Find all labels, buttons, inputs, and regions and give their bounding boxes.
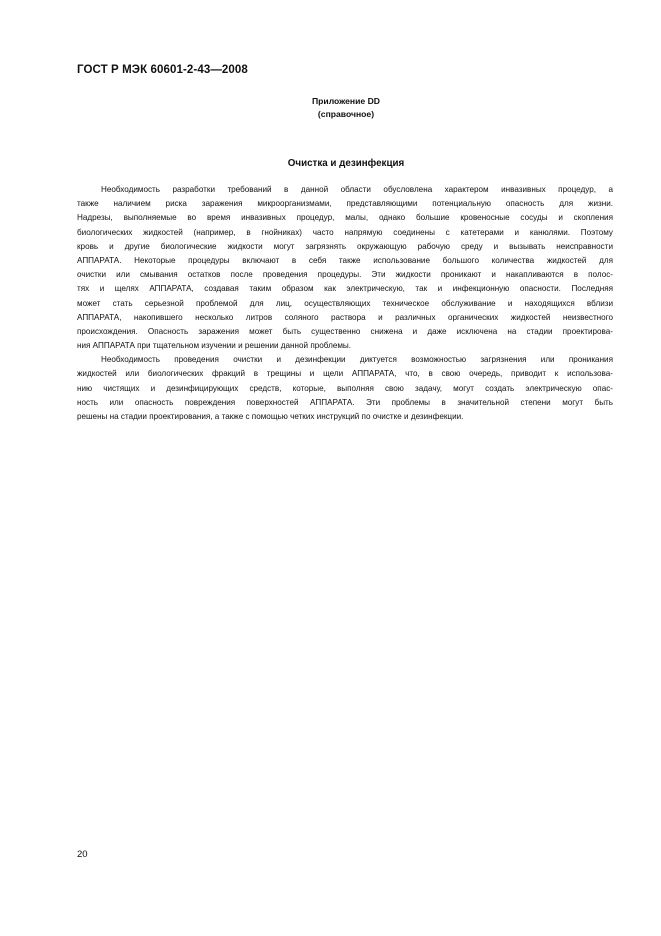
text-line: очистки или смывания остатков после проведения процедуры. Эти жидкости проникают и накапливаются в полос- bbox=[77, 270, 613, 280]
annex-subtitle: (справочное) bbox=[317, 109, 375, 119]
section-title: Очистка и дезинфекция bbox=[287, 158, 405, 169]
text-line: Необходимость проведения очистки и дезинфекции диктуется возможностью загрязнения или проникания bbox=[101, 355, 613, 365]
text-line: биологических жидкостей (например, в гнойниках) часто напрямую соединены с катетерами и канюлями. Поэтому bbox=[77, 227, 613, 237]
standard-code-header: ГОСТ Р МЭК 60601-2-43—2008 bbox=[77, 64, 248, 76]
text-line: решены на стадии проектирования, а также с помощью четких инструкций по очистке и дезинфекции. bbox=[77, 412, 464, 421]
paragraph-2 bbox=[77, 353, 613, 424]
annex-title: Приложение DD bbox=[311, 96, 380, 106]
text-line: кровь и другие биологические жидкости могут загрязнять окружающую рабочую среду и вызывать неисправности bbox=[77, 241, 613, 251]
text-line: может стать серьезной проблемой для лиц, осуществляющих техническое обслуживание и находящихся вблизи bbox=[77, 298, 613, 308]
text-line: жидкостей или биологических фракций в трещины и щели АППАРАТА, что, в свою очередь, приводит к использова- bbox=[77, 369, 613, 379]
text-line: АППАРАТА. Некоторые процедуры включают в себя также использование большого количества жидкостей для bbox=[77, 255, 613, 265]
text-line: тях и щелях АППАРАТА, создавая таким образом как электрическую, так и инфекционную опасности. Последняя bbox=[77, 284, 613, 294]
text-line: ния АППАРАТА при тщательном изучении и решении данной проблемы. bbox=[77, 341, 352, 351]
text-line: происхождения. Опасность заражения может быть существенно снижена и даже исключена на стадии проектирова- bbox=[77, 326, 613, 336]
text-line: ность или опасность повреждения поверхностей АППАРАТА. Эти проблемы в значительной степени могут быть bbox=[77, 397, 613, 407]
text-line: Надрезы, выполняемые во время инвазивных процедур, малы, однако большие кровеносные сосуды и скопления bbox=[77, 213, 613, 223]
body-text bbox=[77, 183, 613, 424]
text-line: Необходимость разработки требований в данной области обусловлена характером инвазивных процедур, а bbox=[101, 185, 613, 194]
text-line: также наличием риска заражения микроорганизмами, представляющими потенциальную опасность для жизни. bbox=[77, 199, 613, 209]
text-line: нию чистящих и дезинфицирующих средств, которые, выполняя свою задачу, могут создать электрическую опас- bbox=[77, 383, 613, 393]
page-number: 20 bbox=[77, 849, 88, 860]
paragraph-1 bbox=[77, 183, 613, 353]
text-line: АППАРАТА, накопившего несколько литров соляного раствора и различных органических жидкостей неизвестного bbox=[77, 312, 613, 322]
